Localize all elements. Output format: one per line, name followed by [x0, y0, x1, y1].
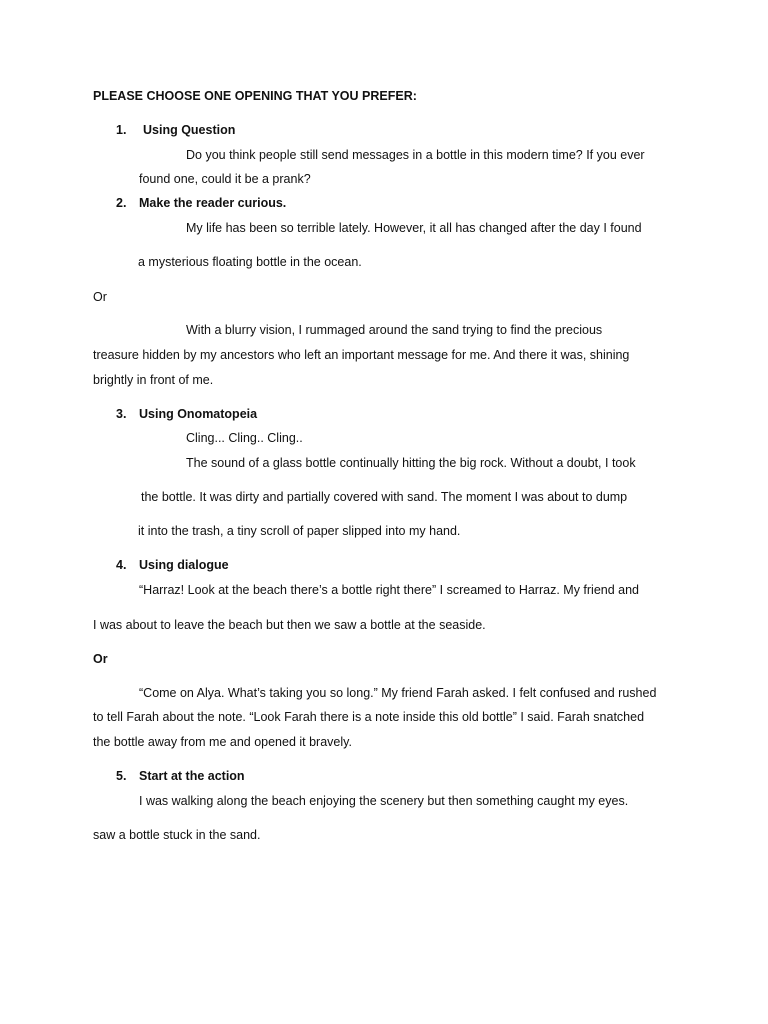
- paragraph-line: My life has been so terrible lately. However, it all has changed after the day I found: [186, 221, 642, 235]
- paragraph-line: Do you think people still send messages in a bottle in this modern time? If you ever: [186, 148, 645, 162]
- paragraph-line: saw a bottle stuck in the sand.: [93, 828, 261, 842]
- paragraph-line: With a blurry vision, I rummaged around the sand trying to find the precious: [186, 323, 603, 337]
- paragraph-line: I was walking along the beach enjoying the scenery but then something caught my eyes.: [139, 794, 629, 808]
- section-number: 3.: [116, 407, 127, 421]
- paragraph-line: “Harraz! Look at the beach there’s a bottle right there” I screamed to Harraz. My friend and: [139, 583, 640, 597]
- document-heading: PLEASE CHOOSE ONE OPENING THAT YOU PREFER:: [93, 89, 417, 103]
- or-separator: Or: [93, 652, 108, 666]
- paragraph-line: “Come on Alya. What’s taking you so long.” My friend Farah asked. I felt confused and rushed: [139, 686, 657, 700]
- section-title-start-at-action: Start at the action: [139, 769, 245, 783]
- paragraph-line: Cling... Cling.. Cling..: [186, 431, 303, 445]
- paragraph-line: the bottle. It was dirty and partially covered with sand. The moment I was about to dump: [141, 490, 628, 504]
- paragraph-line: a mysterious floating bottle in the ocean.: [138, 255, 362, 269]
- paragraph-line: treasure hidden by my ancestors who left an important message for me. And there it was, shining: [93, 348, 630, 362]
- section-title-using-question: Using Question: [143, 123, 236, 137]
- paragraph-line: found one, could it be a prank?: [139, 172, 311, 186]
- section-number: 5.: [116, 769, 127, 783]
- paragraph-line: brightly in front of me.: [93, 373, 214, 387]
- section-title-using-dialogue: Using dialogue: [139, 558, 229, 572]
- section-number: 4.: [116, 558, 127, 572]
- section-number: 1.: [116, 123, 127, 137]
- or-separator: Or: [93, 290, 107, 304]
- paragraph-line: it into the trash, a tiny scroll of paper slipped into my hand.: [138, 524, 461, 538]
- paragraph-line: the bottle away from me and opened it bravely.: [93, 735, 352, 749]
- paragraph-line: to tell Farah about the note. “Look Farah there is a note inside this old bottle” I said. Farah snatched: [93, 710, 645, 724]
- paragraph-line: The sound of a glass bottle continually hitting the big rock. Without a doubt, I took: [186, 456, 636, 470]
- paragraph-line: I was about to leave the beach but then we saw a bottle at the seaside.: [93, 618, 486, 632]
- section-title-make-reader-curious: Make the reader curious.: [139, 196, 287, 210]
- section-number: 2.: [116, 196, 127, 210]
- section-title-using-onomatopeia: Using Onomatopeia: [139, 407, 258, 421]
